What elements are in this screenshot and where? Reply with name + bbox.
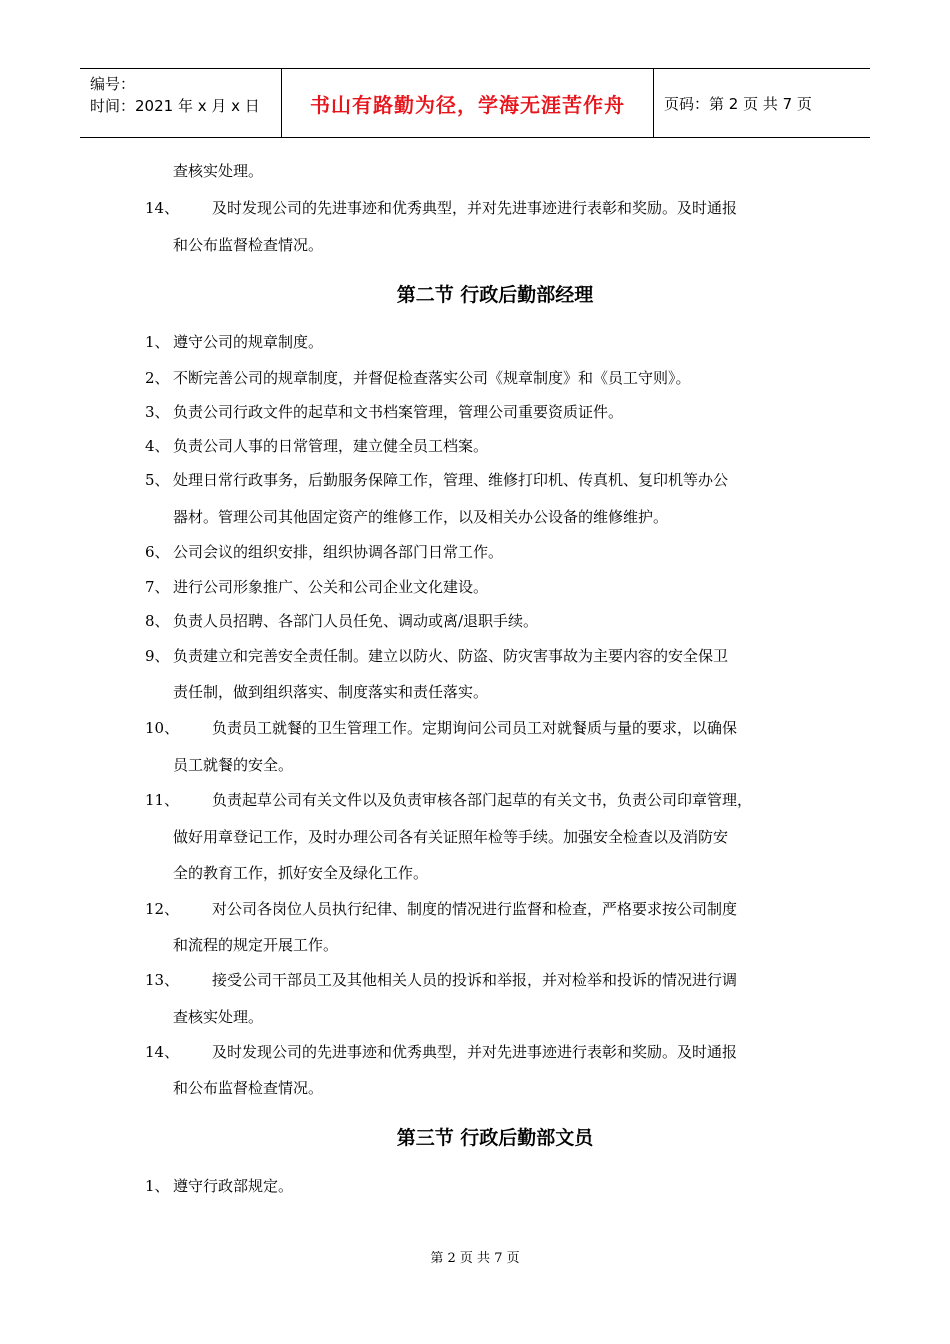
list-item-text: 员工就餐的安全。 (173, 756, 294, 774)
list-item-text: 遵守行政部规定。 (173, 1177, 294, 1195)
header-page-info: 页码：第 2 页 共 7 页 (664, 94, 812, 113)
list-item-number: 1、 (145, 1177, 170, 1195)
list-item-text: 和流程的规定开展工作。 (173, 936, 339, 954)
header-time-label: 时间：2021 年 x 月 x 日 (90, 97, 260, 115)
list-item-text: 公司会议的组织安排，组织协调各部门日常工作。 (173, 543, 504, 561)
list-item-text: 接受公司干部员工及其他相关人员的投诉和举报，并对检举和投诉的情况进行调 (212, 971, 738, 989)
list-item-text: 负责公司人事的日常管理，建立健全员工档案。 (173, 437, 489, 455)
page-header (80, 68, 870, 138)
list-item-text: 对公司各岗位人员执行纪律、制度的情况进行监督和检查，严格要求按公司制度 (212, 900, 738, 918)
list-item-text: 查核实处理。 (173, 1008, 264, 1026)
list-item-text: 进行公司形象推广、公关和公司企业文化建设。 (173, 578, 489, 596)
list-item-text: 和公布监督检查情况。 (173, 1079, 324, 1097)
list-item-number: 13、 (145, 971, 180, 989)
list-item-number: 1、 (145, 333, 170, 351)
list-item-number: 14、 (145, 1043, 180, 1061)
list-item-number: 2、 (145, 369, 170, 387)
list-item-number: 14、 (145, 199, 180, 217)
list-item-number: 5、 (145, 471, 170, 489)
header-number-label: 编号： (90, 75, 136, 93)
list-item-text: 负责公司行政文件的起草和文书档案管理，管理公司重要资质证件。 (173, 403, 624, 421)
continued-line: 查核实处理。 (173, 162, 264, 180)
section-title: 第二节 行政后勤部经理 (396, 284, 594, 306)
list-item-number: 3、 (145, 403, 170, 421)
list-item-number: 10、 (145, 719, 180, 737)
list-item-text: 全的教育工作，抓好安全及绿化工作。 (173, 864, 429, 882)
list-item-text: 和公布监督检查情况。 (173, 236, 324, 254)
list-item-text: 不断完善公司的规章制度，并督促检查落实公司《规章制度》和《员工守则》。 (173, 369, 691, 387)
list-item-number: 9、 (145, 647, 170, 665)
list-item-text: 做好用章登记工作，及时办理公司各有关证照年检等手续。加强安全检查以及消防安 (173, 828, 729, 846)
list-item-number: 7、 (145, 578, 170, 596)
list-item-text: 遵守公司的规章制度。 (173, 333, 324, 351)
list-item-text: 处理日常行政事务，后勤服务保障工作，管理、维修打印机、传真机、复印机等办公 (173, 471, 729, 489)
section-title: 第三节 行政后勤部文员 (396, 1127, 594, 1149)
list-item-text: 负责起草公司有关文件以及负责审核各部门起草的有关文书，负责公司印章管理， (212, 791, 753, 809)
list-item-text: 器材。管理公司其他固定资产的维修工作，以及相关办公设备的维修维护。 (173, 508, 669, 526)
header-motto: 书山有路勤为径，学海无涯苦作舟 (282, 69, 654, 137)
list-item-text: 及时发现公司的先进事迹和优秀典型，并对先进事迹进行表彰和奖励。及时通报 (212, 199, 738, 217)
list-item-number: 12、 (145, 900, 180, 918)
list-item-text: 负责员工就餐的卫生管理工作。定期询问公司员工对就餐质与量的要求，以确保 (212, 719, 738, 737)
list-item-text: 负责人员招聘、各部门人员任免、调动或离/退职手续。 (173, 612, 539, 630)
list-item-text: 负责建立和完善安全责任制。建立以防火、防盗、防灾害事故为主要内容的安全保卫 (173, 647, 729, 665)
page-footer: 第 2 页 共 7 页 (430, 1251, 520, 1266)
list-item-text: 及时发现公司的先进事迹和优秀典型，并对先进事迹进行表彰和奖励。及时通报 (212, 1043, 738, 1061)
list-item-number: 6、 (145, 543, 170, 561)
list-item-number: 8、 (145, 612, 170, 630)
list-item-number: 11、 (145, 791, 180, 809)
list-item-number: 4、 (145, 437, 170, 455)
list-item-text: 责任制，做到组织落实、制度落实和责任落实。 (173, 683, 489, 701)
header-meta (80, 69, 282, 137)
